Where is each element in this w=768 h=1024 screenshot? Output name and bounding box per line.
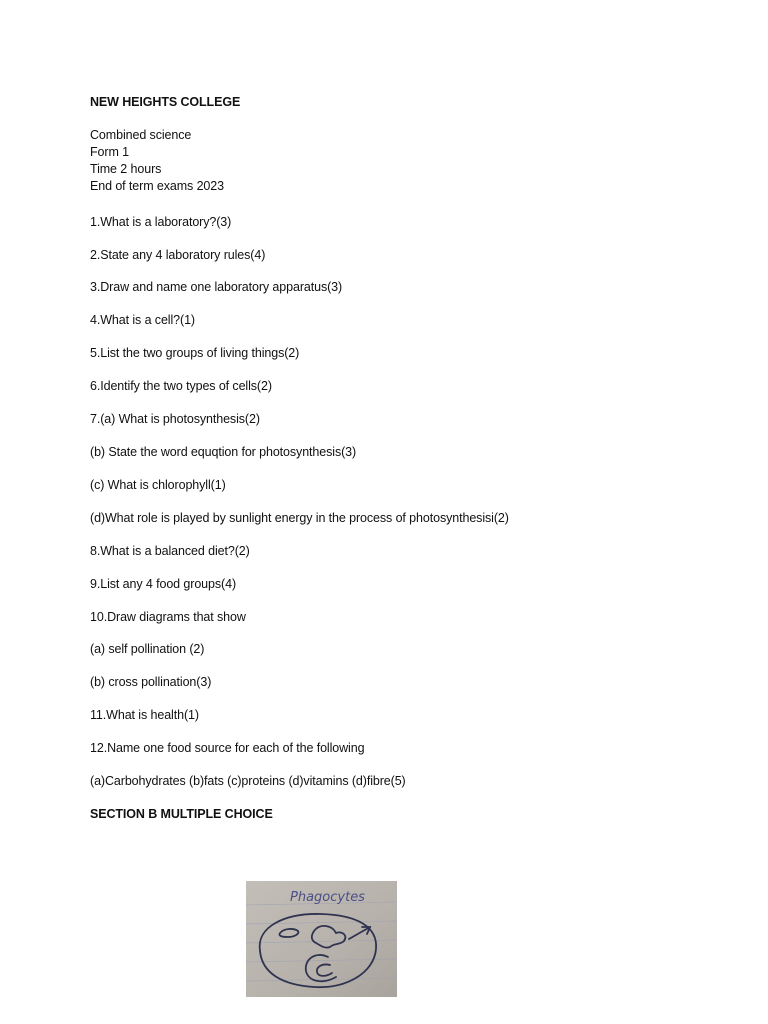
exam-title: End of term exams 2023 [90,179,224,193]
question-3: 3.Draw and name one laboratory apparatus(3) [90,280,343,294]
question-7a: 7.(a) What is photosynthesis(2) [90,412,260,426]
phagocyte-sketch-image [246,881,397,997]
question-10a: (a) self pollination (2) [90,642,205,656]
school-name: NEW HEIGHTS COLLEGE [90,95,241,109]
question-7d: (d)What role is played by sunlight energy in the process of photosynthesisi(2) [90,511,509,525]
question-7b: (b) State the word equqtion for photosynthesis(3) [90,445,357,459]
question-2: 2.State any 4 laboratory rules(4) [90,248,266,262]
question-4: 4.What is a cell?(1) [90,313,195,327]
question-8: 8.What is a balanced diet?(2) [90,544,250,558]
question-9: 9.List any 4 food groups(4) [90,577,237,591]
question-10: 10.Draw diagrams that show [90,610,246,624]
form-level: Form 1 [90,145,129,159]
time-allowed: Time 2 hours [90,162,162,176]
question-11: 11.What is health(1) [90,708,199,722]
question-7c: (c) What is chlorophyll(1) [90,478,226,492]
question-6: 6.Identify the two types of cells(2) [90,379,272,393]
section-b-heading: SECTION B MULTIPLE CHOICE [90,807,273,821]
question-1: 1.What is a laboratory?(3) [90,215,232,229]
sketch-caption: Phagocytes [290,890,365,905]
question-10b: (b) cross pollination(3) [90,675,212,689]
subject: Combined science [90,128,192,142]
phagocyte-sketch-photo [246,881,397,997]
question-5: 5.List the two groups of living things(2) [90,346,300,360]
question-12-parts: (a)Carbohydrates (b)fats (c)proteins (d)vitamins (d)fibre(5) [90,774,406,788]
question-12: 12.Name one food source for each of the following [90,741,365,755]
